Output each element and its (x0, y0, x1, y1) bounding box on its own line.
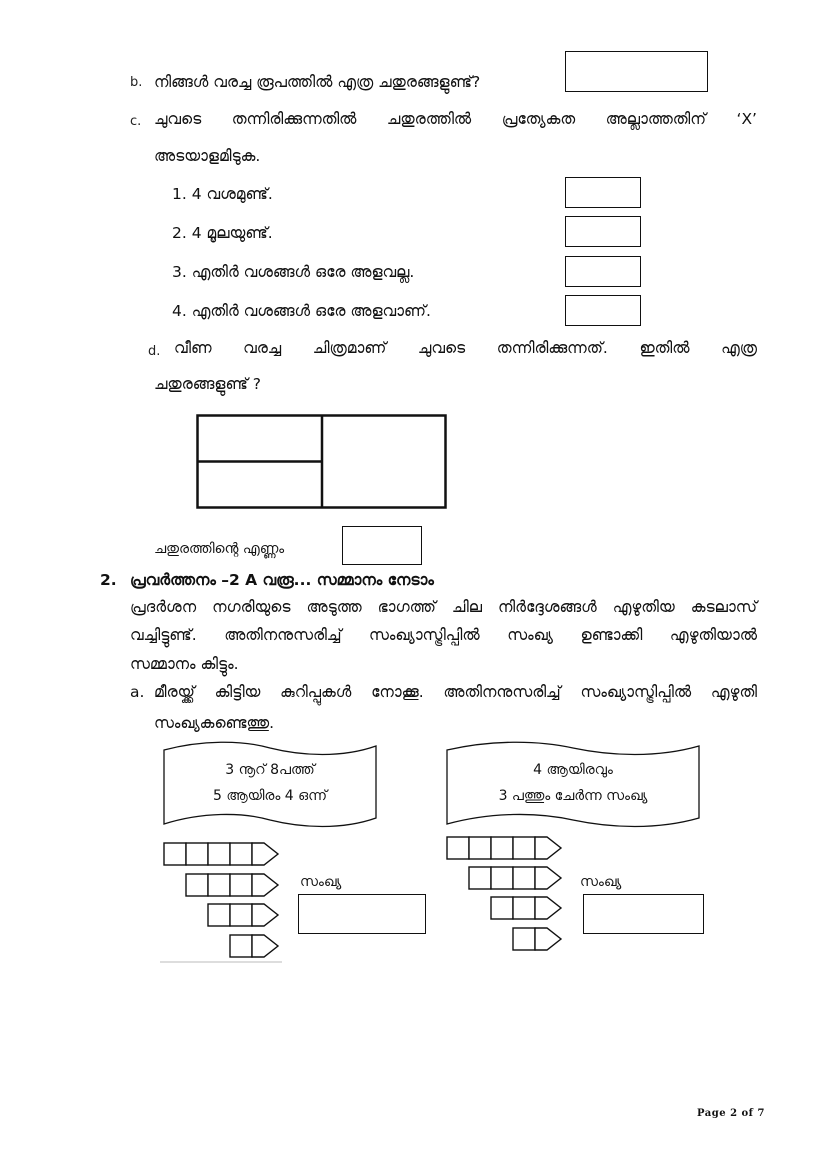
question-c-text: ചുവടെ തന്നിരിക്കുന്നതിൽ ചതുരത്തിൽ പ്രത്യേകത അല്ലാത്തതിന് ‘X’ (154, 110, 757, 128)
question-a-text: മീരയ്ക്ക് കിട്ടിയ കുറിപ്പുകൾ നോക്കൂ. അതിനനുസരിച്ച് സംഖ്യാസ്ട്രിപ്പിൽ എഴുതി (154, 683, 757, 701)
option-4-box[interactable] (565, 295, 641, 326)
number-strips-1 (160, 840, 290, 966)
option-3-box[interactable] (565, 256, 641, 287)
rectangle-figure (196, 414, 448, 510)
question-d-label: d. (148, 344, 161, 359)
question-c-label: c. (130, 114, 142, 129)
note-1-line-1: 3 നൂറ് 8പത്ത് (225, 762, 315, 778)
question-c-text-2: അടയാളമിടുക. (154, 147, 261, 165)
number-answer-box-1[interactable] (298, 894, 426, 934)
option-2: 2. 4 മൂലയുണ്ട്. (172, 224, 273, 242)
number-label-2: സംഖ്യ (580, 874, 622, 890)
question-b-text: നിങ്ങൾ വരച്ച രൂപത്തിൽ എത്ര ചതുരങ്ങളുണ്ട്? (154, 73, 481, 91)
question-a-label: a. (130, 683, 145, 701)
note-2-line-2: 3 പത്തും ചേർന്ന സംഖ്യ (498, 788, 648, 804)
question-a-text-2: സംഖ്യകണ്ടെത്തു. (154, 714, 275, 732)
option-3: 3. എതിർ വശങ്ങൾ ഒരേ അളവല്ല. (172, 263, 415, 281)
activity-line-1: പ്രദർശന നഗരിയുടെ അടുത്ത ഭാഗത്ത് ചില നിർദ്ദേശങ്ങൾ എഴുതിയ കടലാസ് (130, 598, 757, 616)
number-answer-box-2[interactable] (583, 894, 704, 934)
question-b-label: b. (130, 75, 143, 90)
question-d-text-2: ചതുരങ്ങളുണ്ട് ? (154, 375, 261, 393)
page-number: Page 2 of 7 (697, 1108, 765, 1119)
count-label: ചതുരത്തിന്റെ എണ്ണം (154, 541, 285, 557)
option-1-box[interactable] (565, 177, 641, 208)
activity-line-2: വച്ചിട്ടുണ്ട്. അതിനനുസരിച്ച് സംഖ്യാസ്ട്രിപ്പിൽ സംഖ്യ ഉണ്ടാക്കി എഴുതിയാൽ (130, 626, 757, 644)
count-answer-box[interactable] (342, 526, 422, 565)
question-d-text: വീണ വരച്ച ചിത്രമാണ് ചുവടെ തന്നിരിക്കുന്നത്. ഇതിൽ എത്ര (174, 339, 757, 357)
option-2-box[interactable] (565, 216, 641, 247)
activity-number: 2. (100, 571, 117, 589)
option-1: 1. 4 വശമുണ്ട്. (172, 185, 273, 203)
note-1-line-2: 5 ആയിരം 4 ഒന്ന് (212, 788, 328, 804)
number-label-1: സംഖ്യ (300, 874, 342, 890)
activity-title: പ്രവർത്തനം –2 A വരൂ... സമ്മാനം നേടാം (130, 571, 434, 589)
answer-box-b[interactable] (565, 51, 708, 92)
option-4: 4. എതിർ വശങ്ങൾ ഒരേ അളവാണ്. (172, 302, 431, 320)
note-2-line-1: 4 ആയിരവും (533, 762, 613, 778)
activity-line-3: സമ്മാനം കിട്ടും. (130, 655, 239, 673)
number-strips-2 (443, 834, 573, 956)
